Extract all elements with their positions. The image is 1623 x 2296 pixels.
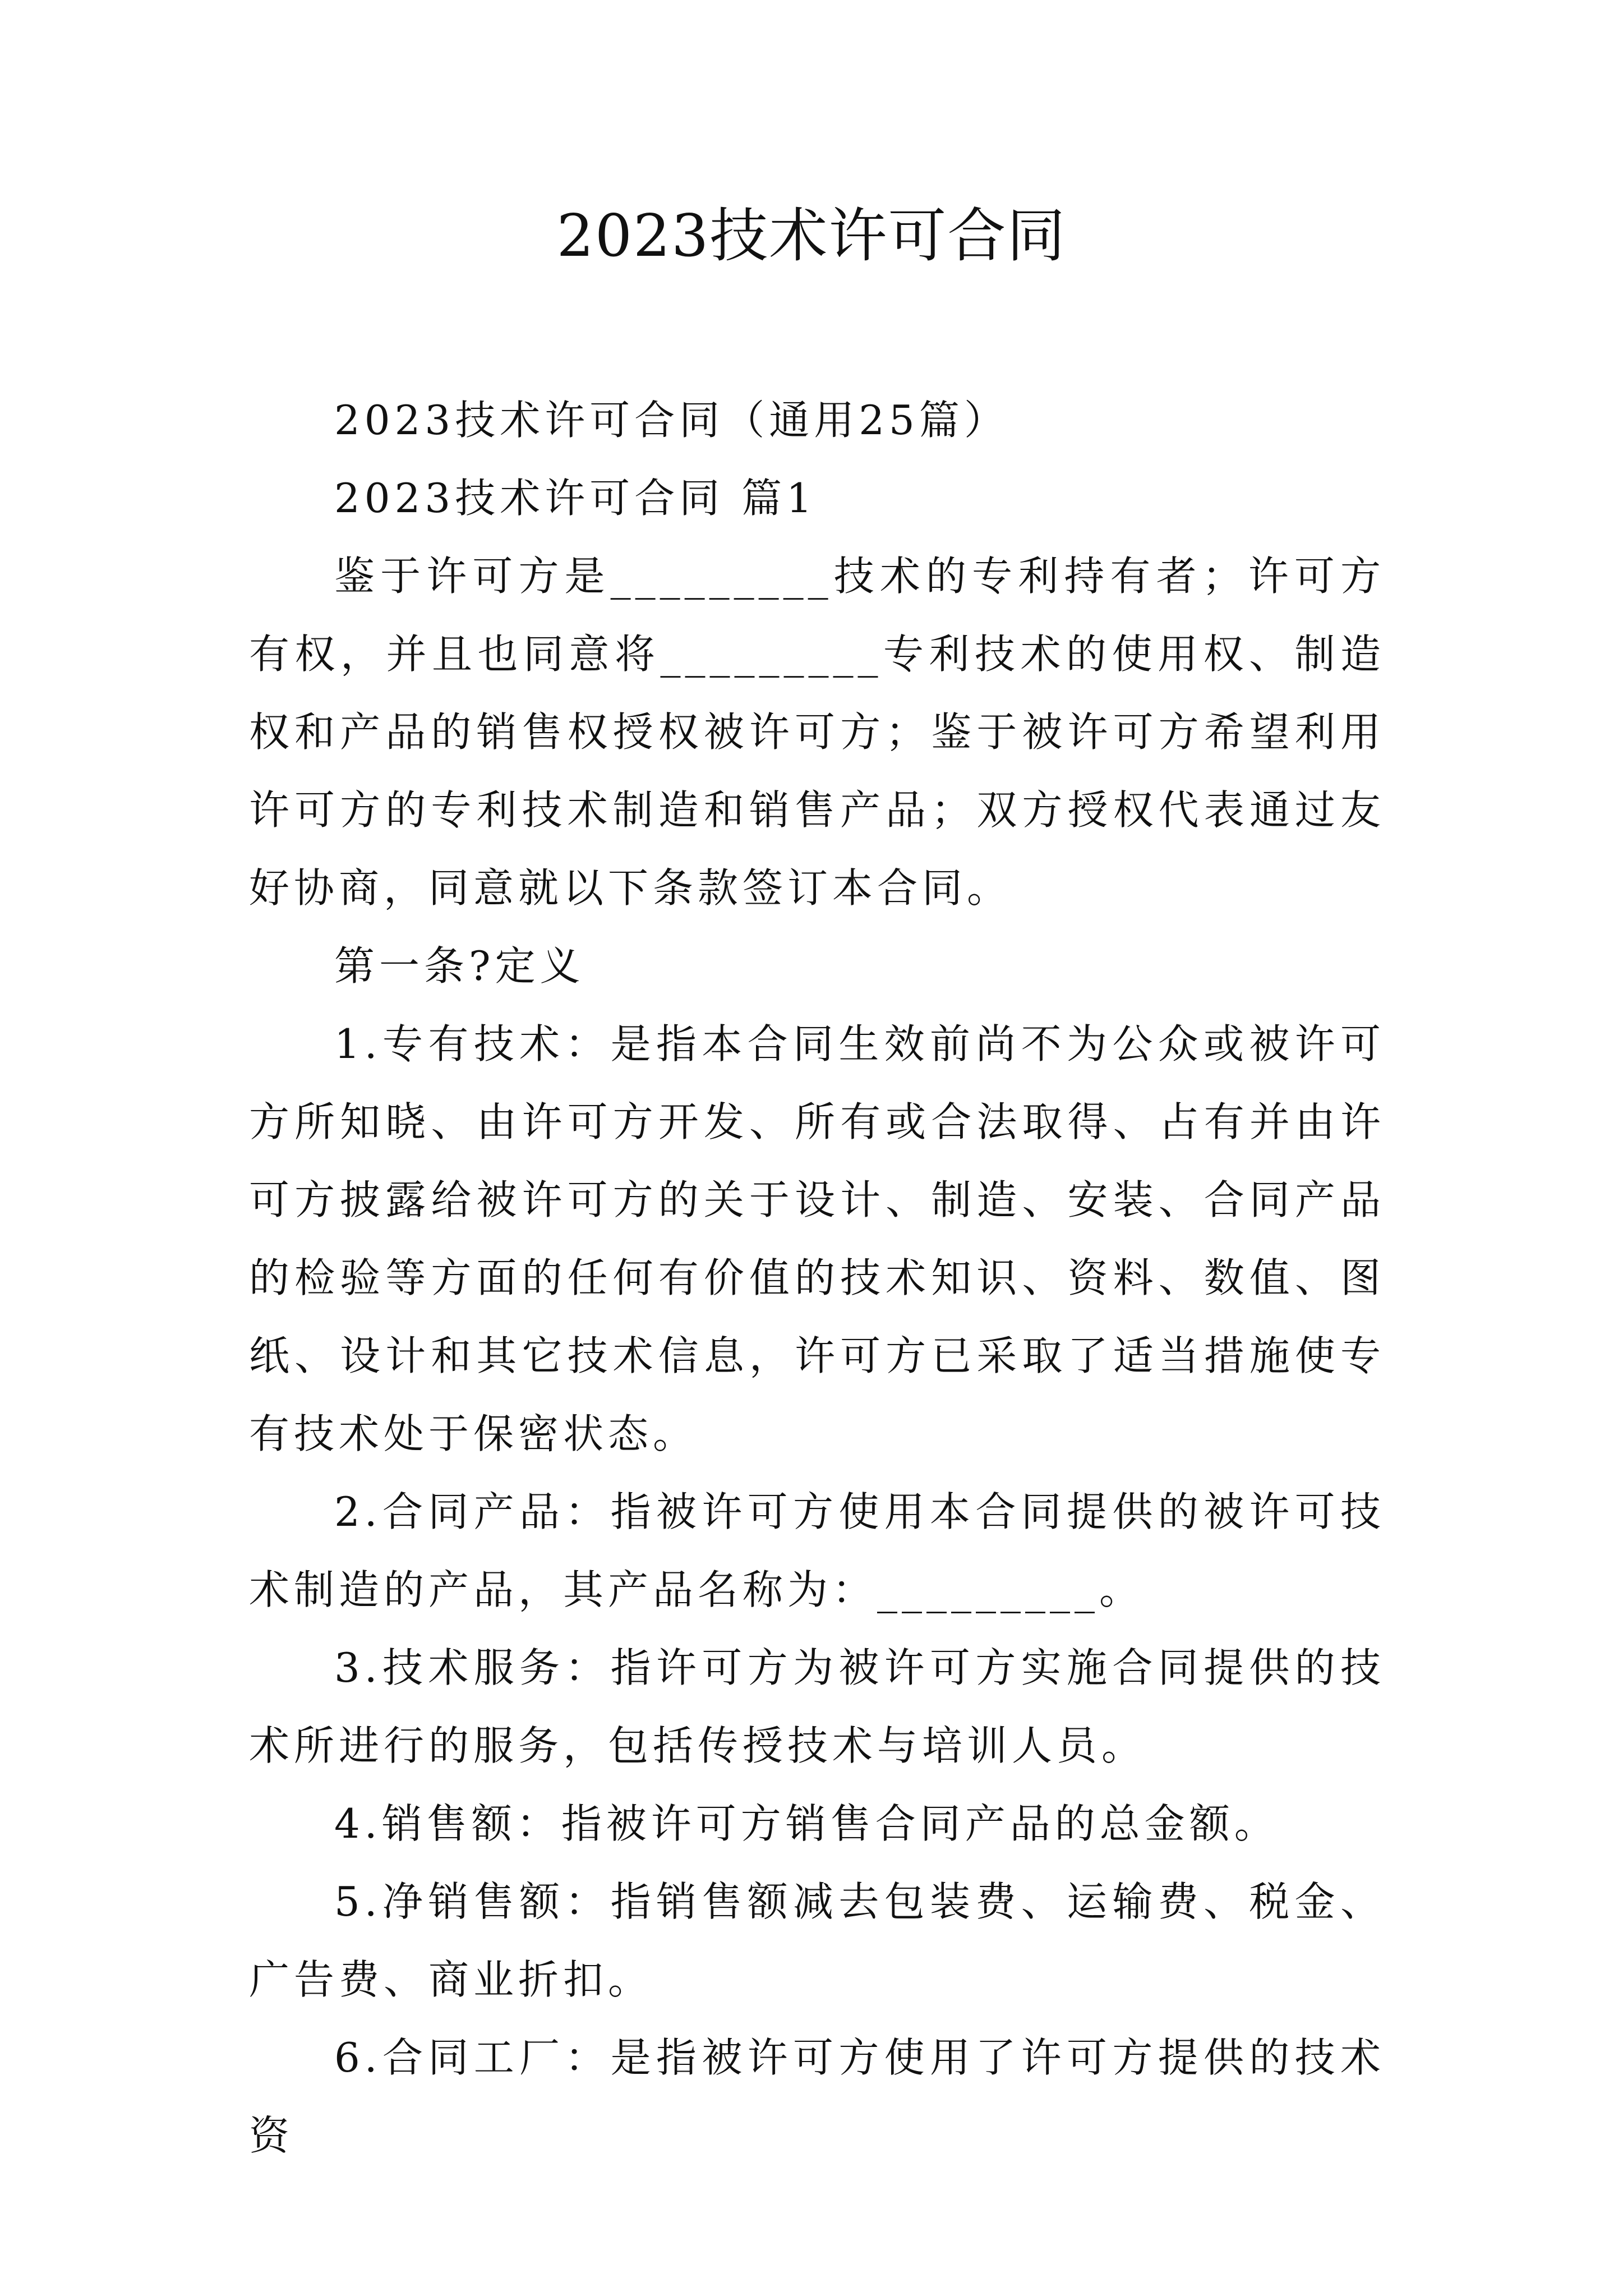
article-heading: 第一条?定义 <box>334 942 585 990</box>
document-body <box>249 381 1385 2175</box>
document-title: 2023技术许可合同 <box>556 201 1067 270</box>
definition-paragraph: 4.销售额：指被许可方销售合同产品的总金额。 <box>334 1800 1279 1847</box>
definition-paragraph: 6.合同工厂：是指被许可方使用了许可方提供的技术资 <box>249 2034 1385 2159</box>
subtitle-paragraph: 2023技术许可合同（通用25篇） <box>334 397 1009 444</box>
preamble-paragraph: 鉴于许可方是_________技术的专利持有者；许可方有权，并且也同意将_________专利技术的使用权、制造权和产品的销售权授权被许可方；鉴于被许可方希望利用许可方的专利技术制造和销售产品；双方授权代表通过友好协商，同意就以下条款签订本合同。 <box>249 553 1385 912</box>
definition-paragraph: 2.合同产品：指被许可方使用本合同提供的被许可技术制造的产品，其产品名称为：_________。 <box>249 1488 1385 1613</box>
definition-paragraph: 5.净销售额：指销售额减去包装费、运输费、税金、广告费、商业折扣。 <box>249 1878 1385 2003</box>
section-heading: 2023技术许可合同 篇1 <box>334 475 817 522</box>
definition-paragraph: 1.专有技术：是指本合同生效前尚不为公众或被许可方所知晓、由许可方开发、所有或合法取得、占有并由许可方披露给被许可方的关于设计、制造、安装、合同产品的检验等方面的任何有价值的技术知识、资料、数值、图纸、设计和其它技术信息，许可方已采取了适当措施使专有技术处于保密状态。 <box>249 1020 1385 1457</box>
definition-paragraph: 3.技术服务：指许可方为被许可方实施合同提供的技术所进行的服务，包括传授技术与培训人员。 <box>249 1644 1385 1769</box>
